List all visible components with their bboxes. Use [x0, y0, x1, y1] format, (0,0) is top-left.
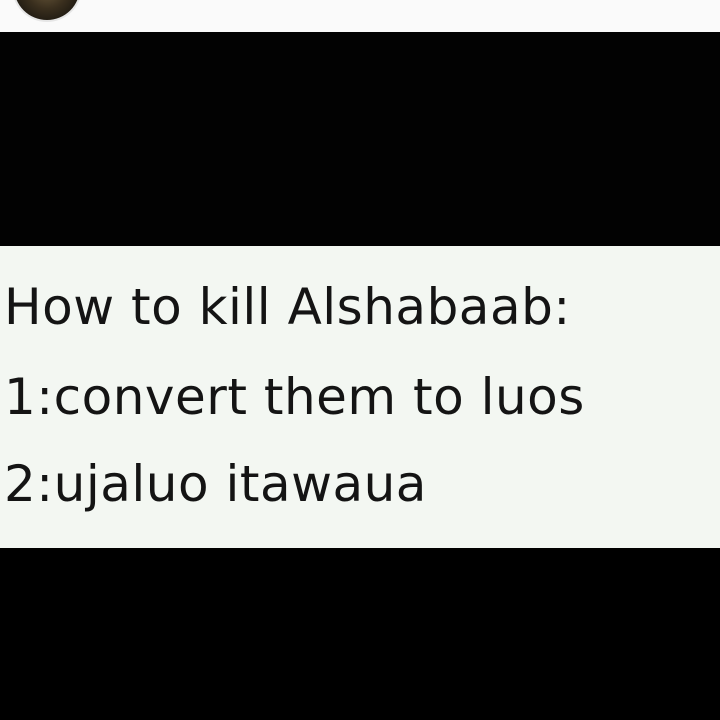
- meme-line-step-2: 2:ujaluo itawaua: [4, 455, 427, 513]
- avatar[interactable]: [14, 0, 80, 20]
- meme-text-card: [0, 246, 720, 548]
- post-header: [0, 0, 720, 32]
- black-band-top: [0, 32, 720, 246]
- meme-line-title: How to kill Alshabaab:: [4, 278, 571, 336]
- meme-line-step-1: 1:convert them to luos: [4, 368, 585, 426]
- black-band-bottom: [0, 548, 720, 720]
